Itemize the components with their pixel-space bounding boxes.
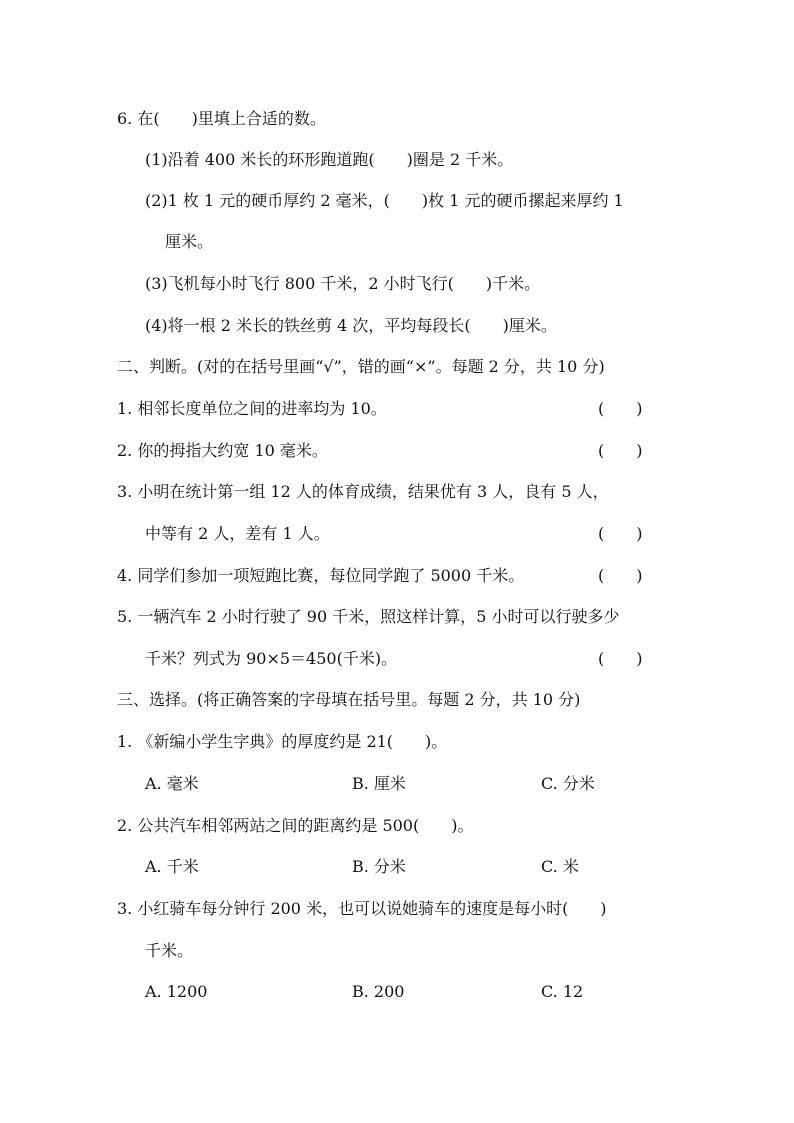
judge-item-5-answer-blank: ( ) <box>598 649 643 668</box>
choice-item-2-option-b: B. 分米 <box>352 857 406 876</box>
judge-item-3-answer-blank: ( ) <box>598 524 643 543</box>
judge-item-3-cont: 中等有 2 人，差有 1 人。 <box>145 524 330 543</box>
judge-item-2-answer-blank: ( ) <box>598 441 643 460</box>
choice-item-2: 2. 公共汽车相邻两站之间的距离约是 500( )。 <box>117 816 474 835</box>
choice-item-1-option-c: C. 分米 <box>541 774 595 793</box>
question-6-3: (3)飞机每小时飞行 800 千米，2 小时飞行( )千米。 <box>145 274 541 293</box>
judge-item-4: 4. 同学们参加一项短跑比赛，每位同学跑了 5000 千米。 <box>117 566 525 585</box>
choice-heading: 三、选择。(将正确答案的字母填在括号里。每题 2 分，共 10 分) <box>117 690 581 709</box>
judge-item-5-cont: 千米？列式为 90×5＝450(千米)。 <box>145 649 398 668</box>
judge-item-4-answer-blank: ( ) <box>598 566 643 585</box>
choice-item-3-option-c: C. 12 <box>541 982 584 1001</box>
choice-item-3-option-a: A. 1200 <box>145 982 208 1001</box>
choice-item-1-option-a: A. 毫米 <box>145 774 199 793</box>
judge-heading: 二、判断。(对的在括号里画“√”，错的画“×”。每题 2 分，共 10 分) <box>117 357 605 376</box>
judge-item-1: 1. 相邻长度单位之间的进率均为 10。 <box>117 399 387 418</box>
choice-item-2-option-a: A. 千米 <box>145 857 199 876</box>
judge-item-1-answer-blank: ( ) <box>598 399 643 418</box>
choice-item-3-option-b: B. 200 <box>352 982 405 1001</box>
question-6-4: (4)将一根 2 米长的铁丝剪 4 次，平均每段长( )厘米。 <box>145 316 557 335</box>
choice-item-2-option-c: C. 米 <box>541 857 579 876</box>
judge-item-3: 3. 小明在统计第一组 12 人的体育成绩，结果优有 3 人，良有 5 人， <box>117 482 609 501</box>
question-6-1: (1)沿着 400 米长的环形跑道跑( )圈是 2 千米。 <box>145 150 514 169</box>
question-6-2: (2)1 枚 1 元的硬币厚约 2 毫米，( )枚 1 元的硬币摞起来厚约 1 <box>145 191 624 210</box>
choice-item-3: 3. 小红骑车每分钟行 200 米，也可以说她骑车的速度是每小时( ) <box>117 899 607 918</box>
question-6: 6. 在( )里填上合适的数。 <box>117 109 326 128</box>
choice-item-1: 1. 《新编小学生字典》的厚度约是 21( )。 <box>117 732 448 751</box>
judge-item-5: 5. 一辆汽车 2 小时行驶了 90 千米，照这样计算，5 小时可以行驶多少 <box>117 607 620 626</box>
question-6-2-cont: 厘米。 <box>165 232 214 251</box>
choice-item-3-cont: 千米。 <box>145 941 194 960</box>
judge-item-2: 2. 你的拇指大约宽 10 毫米。 <box>117 441 328 460</box>
choice-item-1-option-b: B. 厘米 <box>352 774 406 793</box>
